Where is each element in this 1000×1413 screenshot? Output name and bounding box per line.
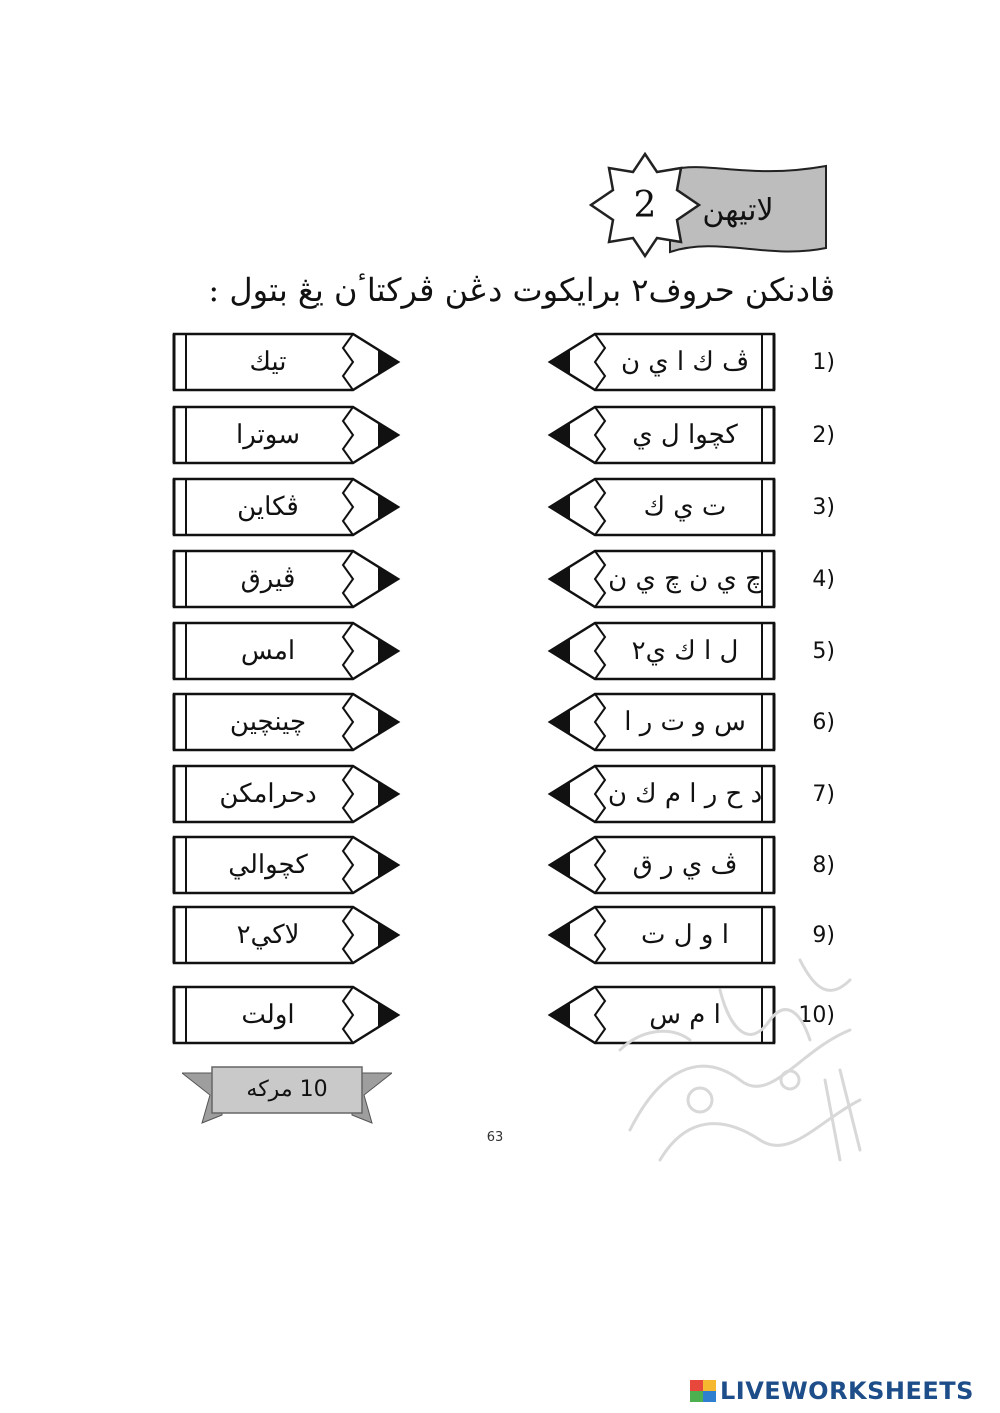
letters-text: ا م س [649, 1000, 721, 1030]
letters-pencil[interactable] [545, 475, 780, 539]
letters-text: ا و ل ت [641, 920, 729, 950]
item-number: 6) [812, 709, 835, 735]
word-text: سوترا [235, 420, 301, 450]
item-number: 4) [812, 566, 835, 592]
letters-text: ڤ ي ر ق [632, 850, 738, 880]
brand-name: LIVEWORKSHEETS [720, 1377, 974, 1405]
word-text: دحرامكن [219, 779, 317, 809]
letters-text: كچوا ل ي [632, 420, 738, 450]
word-pencil[interactable] [168, 403, 403, 467]
letters-pencil[interactable] [545, 690, 780, 754]
word-text: ڤكاين [237, 492, 299, 522]
word-pencil[interactable] [168, 619, 403, 683]
exercise-number-star [585, 150, 705, 260]
item-number: 10) [798, 1002, 835, 1028]
letters-pencil[interactable] [545, 619, 780, 683]
word-pencil[interactable] [168, 690, 403, 754]
item-number: 9) [812, 922, 835, 948]
word-pencil[interactable] [168, 903, 403, 967]
letters-pencil[interactable] [545, 547, 780, 611]
word-pencil[interactable] [168, 762, 403, 826]
word-text: ڤيرق [240, 564, 296, 594]
letters-text: ت ي ك [643, 492, 727, 522]
liveworksheets-logo-icon [690, 1380, 716, 1402]
exercise-number: 2 [633, 184, 657, 226]
word-text: كچوالي [228, 850, 308, 880]
word-text: امس [240, 636, 296, 666]
word-pencil[interactable] [168, 547, 403, 611]
letters-pencil[interactable] [545, 762, 780, 826]
item-number: 5) [812, 638, 835, 664]
letters-pencil[interactable] [545, 403, 780, 467]
page-number: 63 [486, 1130, 504, 1145]
marks-label: 10 مركه [246, 1076, 328, 1102]
word-pencil[interactable] [168, 833, 403, 897]
liveworksheets-brand [690, 1376, 990, 1406]
word-pencil[interactable] [168, 475, 403, 539]
calligraphy-watermark [600, 930, 880, 1180]
item-number: 8) [812, 852, 835, 878]
word-text: چينچين [229, 707, 307, 737]
word-text: تيك [249, 347, 287, 377]
letters-pencil[interactable] [545, 833, 780, 897]
letters-pencil[interactable] [545, 330, 780, 394]
word-text: لاكي٢ [236, 920, 300, 950]
item-number: 1) [812, 349, 835, 375]
banner-label: لاتيهن [702, 192, 774, 228]
word-pencil[interactable] [168, 330, 403, 394]
letters-text: ل ا ك ي٢ [631, 636, 739, 666]
letters-text: ڤ ك ا ي ن [620, 347, 750, 377]
letters-text: د ح ر ا م ك ن [607, 779, 763, 809]
word-text: اولت [241, 1000, 295, 1030]
word-pencil[interactable] [168, 983, 403, 1047]
marks-ribbon [182, 1065, 392, 1125]
item-number: 7) [812, 781, 835, 807]
instruction-text: ڤادنكن حروف٢ برايكوت دڠن ڤركتاٴن يڠ بتول : [208, 271, 835, 309]
letters-text: س و ت ر ا [624, 707, 746, 737]
letters-text: چ ي ن چ ي ن [608, 564, 762, 594]
item-number: 3) [812, 494, 835, 520]
item-number: 2) [812, 422, 835, 448]
